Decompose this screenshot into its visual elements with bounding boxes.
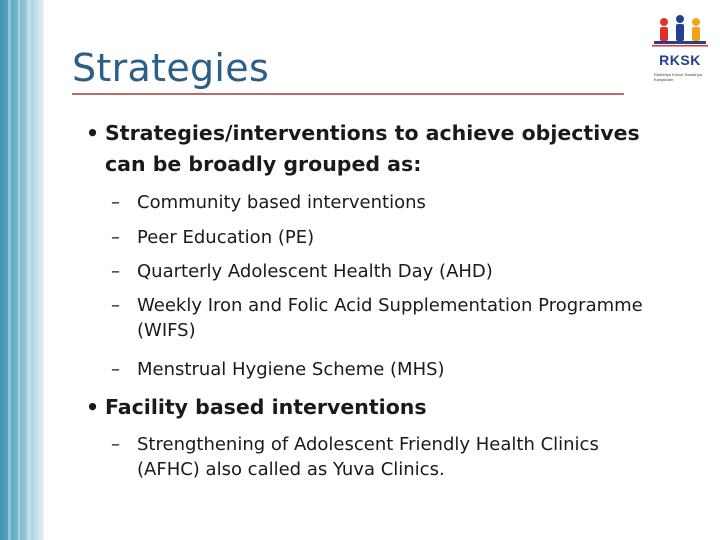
sub-bullet-text: Quarterly Adolescent Health Day (AHD) xyxy=(137,261,493,282)
bullet-text: Facility based interventions xyxy=(105,395,427,419)
bullet-glyph: • xyxy=(86,395,100,419)
decorative-left-band xyxy=(0,0,44,540)
title-underline xyxy=(72,93,624,95)
sub-bullet-text: Menstrual Hygiene Scheme (MHS) xyxy=(137,359,445,380)
dash-glyph: – xyxy=(111,359,120,380)
dash-glyph: – xyxy=(111,434,120,455)
slide-title: Strategies xyxy=(72,46,270,90)
rksk-logo xyxy=(646,14,714,94)
dash-glyph: – xyxy=(111,192,120,213)
logo-caption: Rashtriya Kishor Swasthya Karyakram xyxy=(654,72,702,82)
sub-bullet-text: Community based interventions xyxy=(137,192,426,213)
dash-glyph: – xyxy=(111,261,120,282)
logo-figures-icon xyxy=(646,14,714,54)
sub-bullet-text: Strengthening of Adolescent Friendly Health Clinics (AFHC) also called as Yuva Clinics. xyxy=(137,434,599,480)
bullet-glyph: • xyxy=(86,121,100,145)
logo-wordmark: RKSK xyxy=(659,52,701,68)
dash-glyph: – xyxy=(111,295,120,316)
sub-bullet-text: Peer Education (PE) xyxy=(137,227,315,248)
dash-glyph: – xyxy=(111,227,120,248)
sub-bullet-text: Weekly Iron and Folic Acid Supplementation Programme (WIFS) xyxy=(137,295,643,341)
bullet-text: Strategies/interventions to achieve objectives can be broadly grouped as: xyxy=(105,121,640,176)
